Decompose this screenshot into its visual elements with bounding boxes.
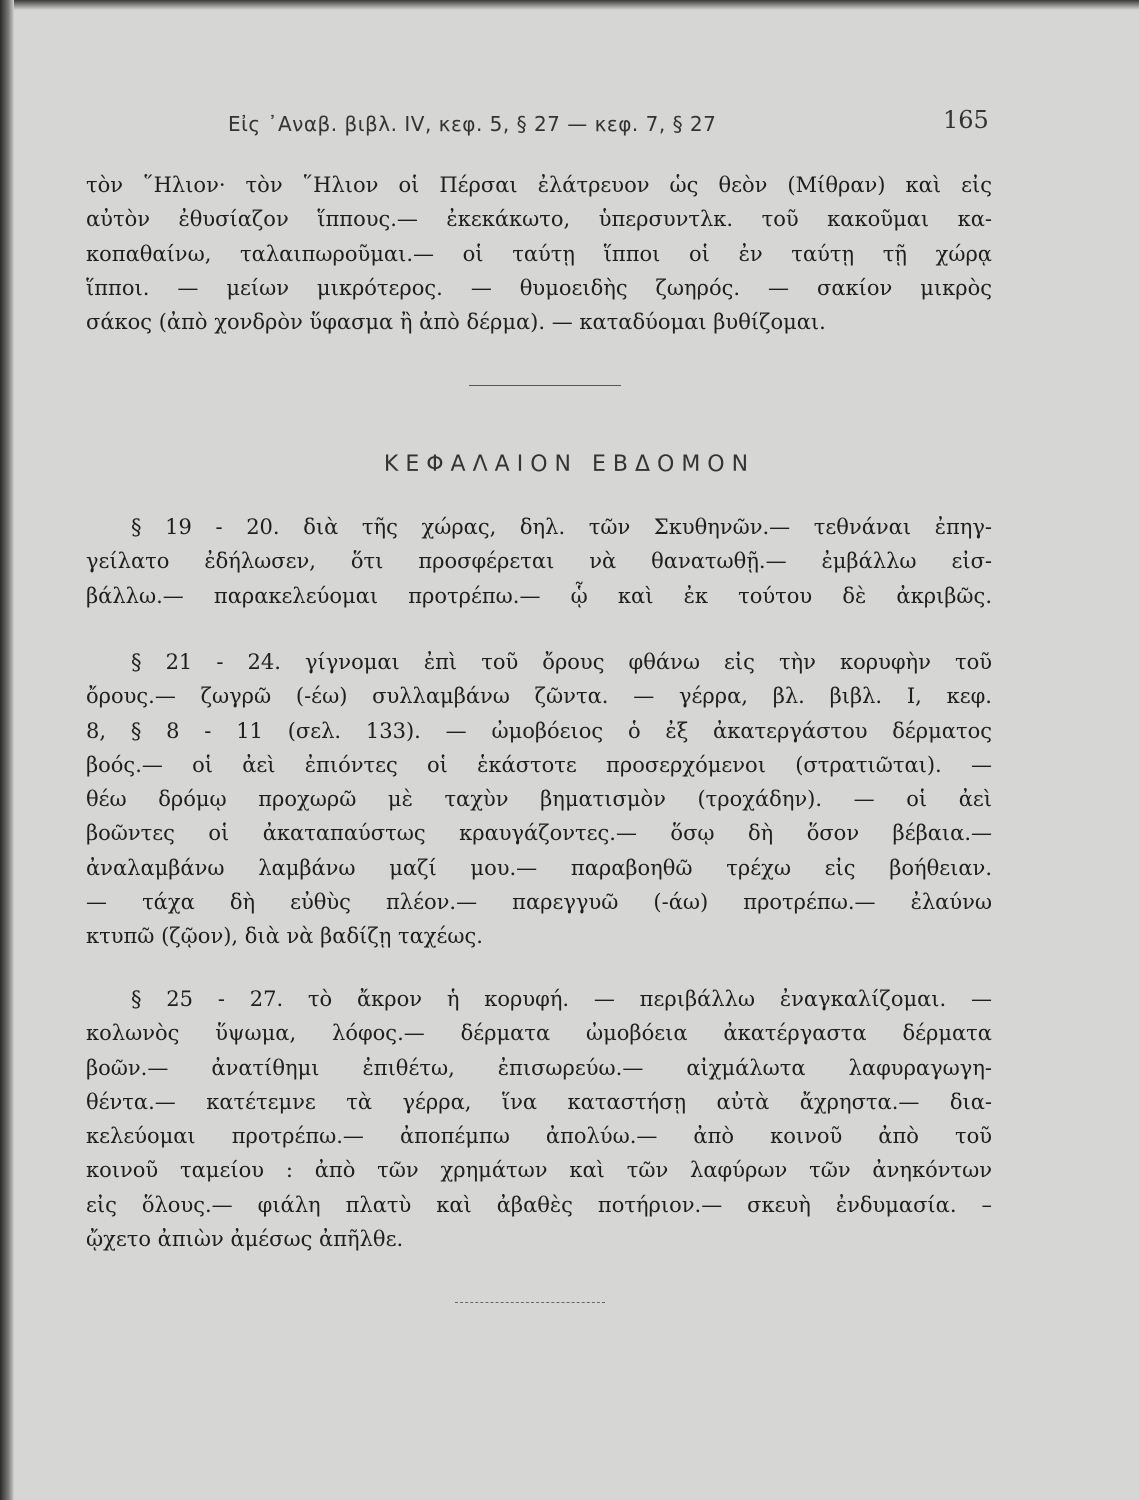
text-line: βοῶντες οἱ ἀκαταπαύστως κραυγάζοντες.— ὅσῳ δὴ ὅσον βέβαια.— [86,821,992,846]
top-paragraph [86,168,992,339]
text-line: βοῶν.— ἀνατίθημι ἐπιθέτω, ἐπισωρεύω.— αἰχμάλωτα λαφυραγωγη- [86,1055,992,1080]
running-head: Εἰς ᾽Αναβ. βιβλ. IV, κεφ. 5, § 27 — κεφ. 7, § 27 [228,112,717,136]
text-line: σάκος (ἀπὸ χονδρὸν ὕφασμα ἢ ἀπὸ δέρμα). — καταδύομαι βυθίζομαι. [86,310,826,335]
text-line: § 25 - 27. τὸ ἄκρον ἡ κορυφή. — περιβάλλω ἐναγκαλίζομαι. — [131,987,992,1011]
text-line: θέω δρόμῳ προχωρῶ μὲ ταχὺν βηματισμὸν (τροχάδην). — οἱ ἀεὶ [86,787,992,812]
text-line: κοπαθαίνω, ταλαιπωροῦμαι.— οἱ ταύτῃ ἵπποι οἱ ἐν ταύτῃ τῇ χώρᾳ [86,241,992,266]
text-line: ἵπποι. — μείων μικρότερος. — θυμοειδὴς ζωηρός. — σακίον μικρὸς [86,275,992,300]
text-line: γείλατο ἐδήλωσεν, ὅτι προσφέρεται νὰ θανατωθῇ.— ἐμβάλλω εἰσ- [86,549,992,574]
text-line: ὄρους.— ζωγρῶ (-έω) συλλαμβάνω ζῶντα. — γέρρα, βλ. βιβλ. I, κεφ. [86,684,992,709]
text-line: βοός.— οἱ ἀεὶ ἐπιόντες οἱ ἑκάστοτε προσερχόμενοι (στρατιῶται). — [86,752,992,777]
section-19-20 [86,510,992,613]
section-25-27 [86,982,992,1256]
text-line: ᾤχετο ἀπιὼν ἀμέσως ἀπῆλθε. [86,1227,404,1252]
text-line: ἀναλαμβάνω λαμβάνω μαζί μου.— παραβοηθῶ τρέχω εἰς βοήθειαν. [86,855,992,880]
chapter-title: ΚΕΦΑΛΑΙΟΝ ΕΒΔΟΜΟΝ [383,452,756,477]
page-number: 165 [943,106,989,134]
section-21-24 [86,645,992,954]
text-line: εἰς ὅλους.— φιάλη πλατὺ καὶ ἀβαθὲς ποτήριον.— σκευὴ ἐνδυμασία. – [86,1192,992,1217]
text-line: κολωνὸς ὕψωμα, λόφος.— δέρματα ὠμοβόεια ἀκατέργαστα δέρματα [86,1021,992,1046]
text-line: κελεύομαι προτρέπω.— ἀποπέμπω ἀπολύω.— ἀπὸ κοινοῦ ἀπὸ τοῦ [86,1124,992,1149]
text-line: κτυπῶ (ζῷον), διὰ νὰ βαδίζῃ ταχέως. [86,924,483,949]
text-line: § 21 - 24. γίγνομαι ἐπὶ τοῦ ὄρους φθάνω εἰς τὴν κορυφὴν τοῦ [131,650,992,674]
text-line: βάλλω.— παρακελεύομαι προτρέπω.— ᾧ καὶ ἐκ τούτου δὲ ἀκριβῶς. [86,583,992,608]
text-line: κοινοῦ ταμείου : ἀπὸ τῶν χρημάτων καὶ τῶν λαφύρων τῶν ἀνηκόντων [86,1158,992,1183]
footer-divider [455,1302,605,1303]
text-line: § 19 - 20. διὰ τῆς χώρας, δηλ. τῶν Σκυθηνῶν.— τεθνάναι ἐπηγ- [131,515,992,539]
text-line: αὐτὸν ἐθυσίαζον ἵππους.— ἐκεκάκωτο, ὑπερσυντλκ. τοῦ κακοῦμαι κα- [86,207,992,232]
page-top-shadow [0,0,1139,10]
text-line: τὸν ῞Ηλιον· τὸν ῞Ηλιον οἱ Πέρσαι ἐλάτρευον ὡς θεὸν (Μίθραν) καὶ εἰς [86,173,992,197]
page-binding-edge [0,0,14,1500]
text-line: 8, § 8 - 11 (σελ. 133). — ὠμοβόειος ὁ ἐξ ἀκατεργάστου δέρματος [86,718,992,743]
text-line: θέντα.— κατέτεμνε τὰ γέρρα, ἵνα καταστήσῃ αὐτὰ ἄχρηστα.— δια- [86,1089,992,1114]
text-line: — τάχα δὴ εὐθὺς πλέον.— παρεγγυῶ (-άω) προτρέπω.— ἐλαύνω [86,890,992,915]
section-divider [469,385,621,386]
